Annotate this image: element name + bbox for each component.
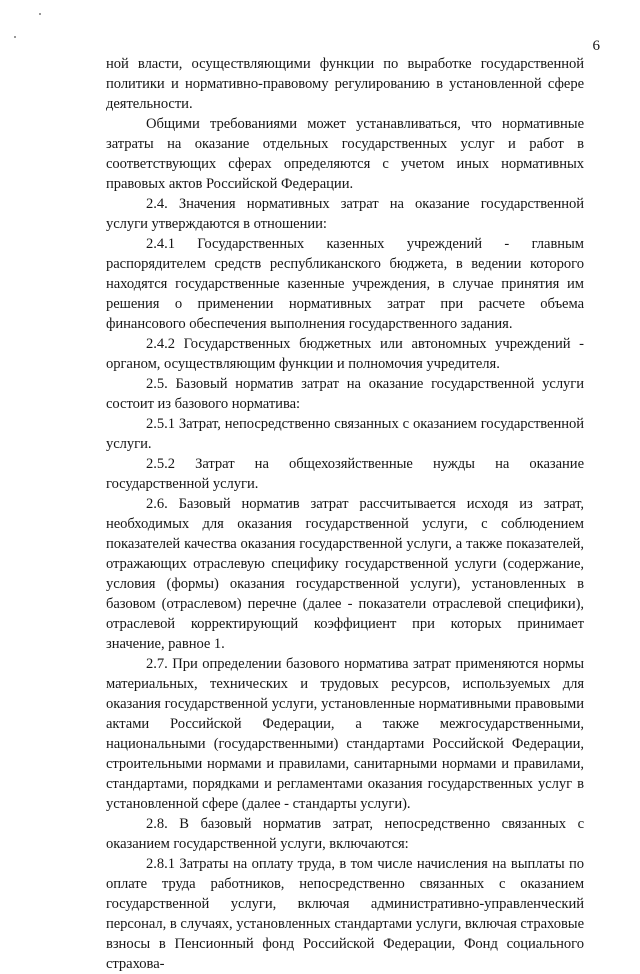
paragraph-2-7: 2.7. При определении базового норматива затрат применяются нормы материальных, технических и трудовых ресурсов, используемых для оказания государственной услуги, установленные нормативными правовыми актами Российской Федерации, а также межгосударственными, национальными (государственными) стандартами Российской Федерации, строительными нормами и правилами, санитарными нормами и правилами, стандартами, порядками и регламентами оказания государственных услуг в установленной сфере (далее - стандарты услуги). xyxy=(106,656,584,812)
paragraph-2-5-1: 2.5.1 Затрат, непосредственно связанных с оказанием государственной услуги. xyxy=(106,416,584,452)
paragraph-2-4-1: 2.4.1 Государственных казенных учреждений - главным распорядителем средств республиканского бюджета, в ведении которого находятся государственные казенные учреждения, в случае принятия им решения о применении нормативных затрат при расчете объема финансового обеспечения выполнения государственного задания. xyxy=(106,236,584,332)
paragraph-2-5: 2.5. Базовый норматив затрат на оказание государственной услуги состоит из базового норматива: xyxy=(106,376,584,412)
paragraph-2-6: 2.6. Базовый норматив затрат рассчитывается исходя из затрат, необходимых для оказания государственной услуги, с соблюдением показателей качества оказания государственной услуги, а также показателей, отражающих отраслевую специфику государственной услуги (содержание, условия (формы) оказания государственной услуги), установленных в базовом (отраслевом) перечне (далее - показатели отраслевой специфики), отраслевой корректирующий коэффициент при которых принимает значение, равное 1. xyxy=(106,496,584,652)
paragraph-2-8: 2.8. В базовый норматив затрат, непосредственно связанных с оказанием государственной услуги, включаются: xyxy=(106,816,584,852)
scan-mark-2 xyxy=(14,36,16,38)
paragraph-2-4-2: 2.4.2 Государственных бюджетных или автономных учреждений - органом, осуществляющим функции и полномочия учредителя. xyxy=(106,336,584,372)
scan-mark-1 xyxy=(39,13,41,15)
paragraph-2-5-2: 2.5.2 Затрат на общехозяйственные нужды на оказание государственной услуги. xyxy=(106,456,584,492)
paragraph-2-8-1: 2.8.1 Затраты на оплату труда, в том числе начисления на выплаты по оплате труда работников, непосредственно связанных с оказанием государственной услуги, включая административно-управленческий персонал, в случаях, установленных стандартами услуги, включая страховые взносы в Пенсионный фонд Российской Федерации, Фонд социального страхова- xyxy=(106,856,584,972)
document-body xyxy=(106,54,584,974)
paragraph-general-requirements: Общими требованиями может устанавливаться, что нормативные затраты на оказание отдельных государственных услуг и работ в соответствующих сферах определяются с учетом иных нормативных правовых актов Российской Федерации. xyxy=(106,116,584,192)
paragraph-2-4: 2.4. Значения нормативных затрат на оказание государственной услуги утверждаются в отношении: xyxy=(106,196,584,232)
page-number: 6 xyxy=(592,38,600,54)
paragraph-continuation: ной власти, осуществляющими функции по выработке государственной политики и нормативно-правовому регулированию в установленной сфере деятельности. xyxy=(106,56,584,112)
